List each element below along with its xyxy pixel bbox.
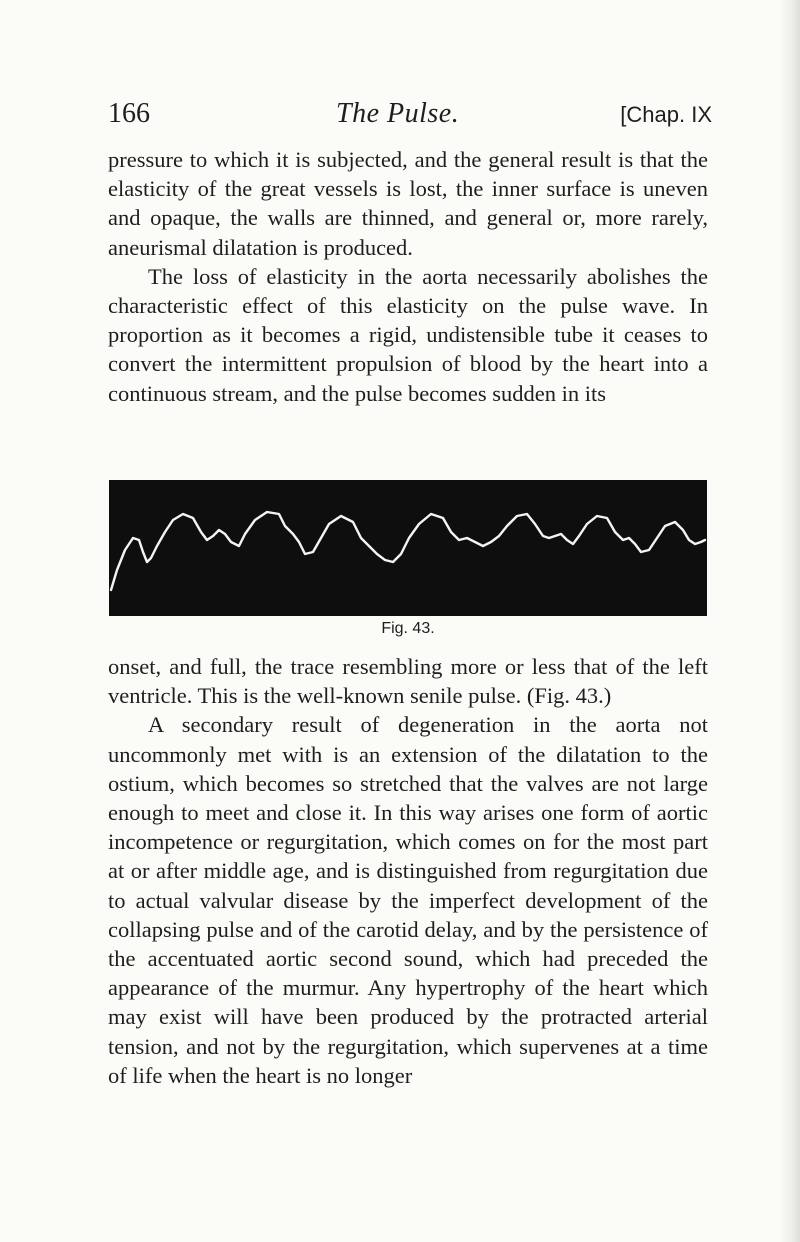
paragraph-1: pressure to which it is subjected, and the general result is that the elasticity of the great vessels is lost, the inner surface is uneven and opaque, the walls are thinned, and general or, more rarely, aneurismal dilatation is produced. (108, 147, 708, 260)
running-title: The Pulse. (336, 98, 460, 129)
sphygmograph-tracing-image (109, 480, 707, 616)
figure-43-tracing (109, 480, 707, 616)
chapter-label: [Chap. IX (620, 102, 712, 127)
paragraph-2: The loss of elasticity in the aorta necessarily abolishes the characteristic effect of this elasticity on the pulse wave. In proportion as it becomes a rigid, undistensible tube it ceases to convert the intermittent propulsion of blood by the heart into a continuous stream, and the pulse becomes sudden in its (108, 263, 708, 406)
figure-caption: Fig. 43. (381, 620, 435, 637)
paragraph-4: A secondary result of degeneration in the aorta not uncommonly met with is an extension of the dilatation to the ostium, which becomes so stretched that the valves are not large enough to meet and close it. In this way arises one form of aortic incompetence or regurgitation, which comes on for the most part at or after middle age, and is distinguished from regurgitation due to actual valvular disease by the imperfect development of the collapsing pulse and of the carotid delay, and by the persistence of the accentuated aortic second sound, which had preceded the appearance of the murmur. Any hypertrophy of the heart which may exist will have been produced by the protracted arterial tension, and not by the regurgitation, which supervenes at a time of life when the heart is no longer (108, 712, 708, 1088)
running-header (108, 98, 712, 132)
paragraph-3: onset, and full, the trace resembling more or less that of the left ventricle. This is the well-known senile pulse. (Fig. 43.) (108, 654, 708, 709)
text-block-top (108, 145, 708, 408)
page-edge-shadow (778, 0, 800, 1242)
page-number: 166 (108, 98, 150, 129)
text-block-bottom (108, 652, 708, 1090)
